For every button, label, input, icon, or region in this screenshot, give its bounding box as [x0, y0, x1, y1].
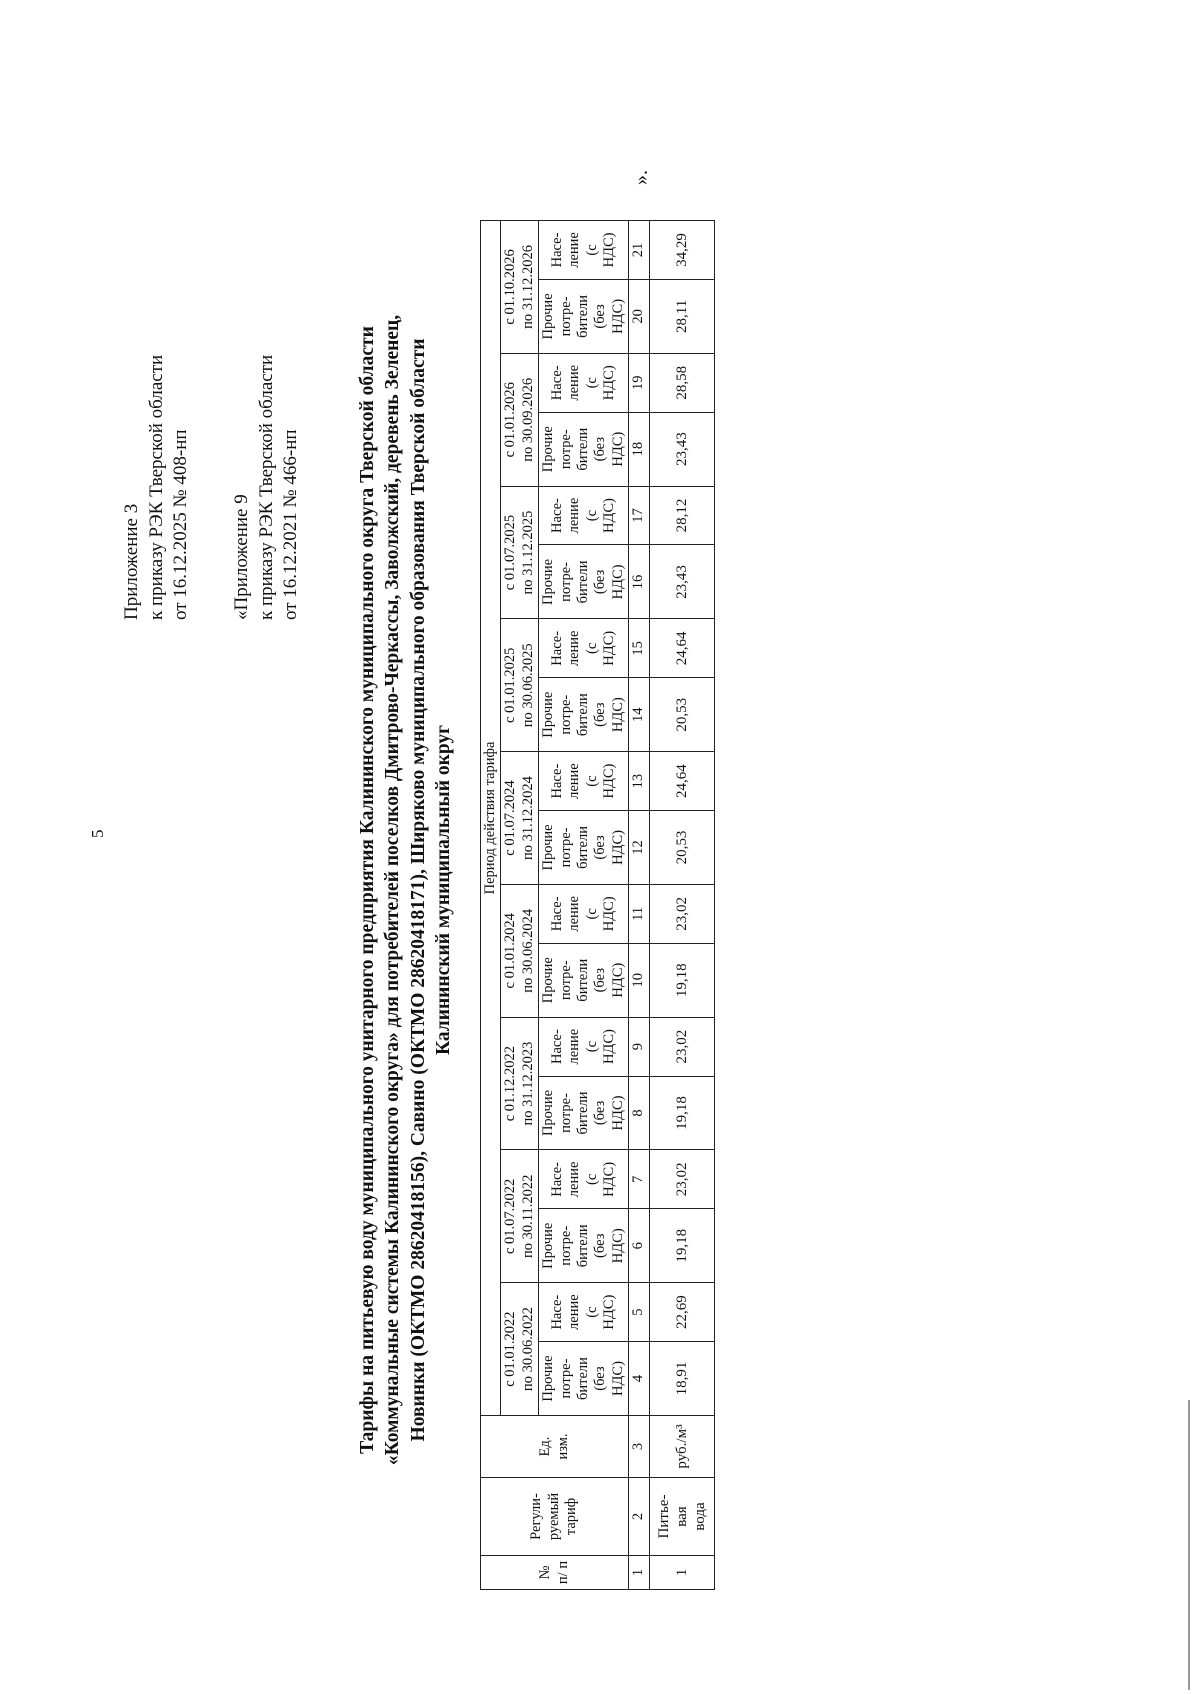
column-number: 21: [629, 221, 649, 280]
period-header: с 01.07.2022 по 30.11.2022: [501, 1150, 539, 1283]
column-number: 20: [629, 279, 649, 353]
tariff-value-cell: 28,58: [649, 353, 714, 412]
column-number: 7: [629, 1150, 649, 1209]
subheader-other-consumers: Прочие потре- бители (без НДС): [539, 810, 629, 884]
period-header: с 01.01.2024 по 30.06.2024: [501, 884, 539, 1017]
subheader-other-consumers: Прочие потре- бители (без НДС): [539, 943, 629, 1017]
tariff-value-cell: 24,64: [649, 752, 714, 811]
column-number: 17: [629, 486, 649, 545]
subheader-row: [539, 221, 629, 1590]
column-number: 12: [629, 810, 649, 884]
tariff-value-cell: 28,11: [649, 279, 714, 353]
column-number: 5: [629, 1283, 649, 1342]
period-row: [501, 221, 539, 1590]
annex-note-previous: [230, 355, 304, 620]
tariff-value-cell: 23,43: [649, 412, 714, 486]
tariff-table: [480, 220, 715, 1590]
tariff-value-cell: 18,91: [649, 1342, 714, 1416]
title-line: Тарифы на питьевую воду муниципального унитарного предприятия Калининского муниципального округа Тверской области: [357, 326, 378, 1454]
column-number: 10: [629, 943, 649, 1017]
row-unit: руб./м³: [649, 1416, 714, 1478]
page-number: 5: [88, 829, 107, 838]
table-row: [649, 221, 714, 1590]
closing-quote: ».: [630, 170, 652, 185]
tariff-value-cell: 23,02: [649, 1150, 714, 1209]
row-num: 1: [649, 1556, 714, 1590]
tariff-value-cell: 19,18: [649, 1076, 714, 1150]
annex-note-line: к приказу РЭК Тверской области: [255, 354, 277, 620]
subheader-other-consumers: Прочие потре- бители (без НДС): [539, 678, 629, 752]
document-title: [355, 110, 456, 1670]
subheader-other-consumers: Прочие потре- бители (без НДС): [539, 1076, 629, 1150]
period-header: с 01.01.2025 по 30.06.2025: [501, 619, 539, 752]
column-number: 3: [629, 1416, 649, 1478]
column-number: 9: [629, 1017, 649, 1076]
subheader-other-consumers: Прочие потре- бители (без НДС): [539, 545, 629, 619]
column-number: 6: [629, 1209, 649, 1283]
subheader-population: Насе- ление (с НДС): [539, 752, 629, 811]
column-number: 18: [629, 412, 649, 486]
subheader-population: Насе- ление (с НДС): [539, 884, 629, 943]
subheader-other-consumers: Прочие потре- бители (без НДС): [539, 1209, 629, 1283]
column-number: 4: [629, 1342, 649, 1416]
annex-note-line: к приказу РЭК Тверской области: [145, 354, 167, 620]
subheader-other-consumers: Прочие потре- бители (без НДС): [539, 1342, 629, 1416]
column-number: 19: [629, 353, 649, 412]
tariff-value-cell: 20,53: [649, 678, 714, 752]
column-number: 16: [629, 545, 649, 619]
title-line: Калининский муниципальный округ: [433, 724, 455, 1056]
annex-note-current: [120, 355, 194, 620]
subheader-other-consumers: Прочие потре- бители (без НДС): [539, 412, 629, 486]
header-unit: Ед. изм.: [481, 1416, 629, 1478]
subheader-population: Насе- ление (с НДС): [539, 353, 629, 412]
period-header: с 01.07.2025 по 31.12.2025: [501, 486, 539, 619]
row-tariff: Питье- вая вода: [649, 1478, 714, 1556]
title-line: «Коммунальные системы Калининского округа» для потребителей поселков Дмитрово-Черкассы, Заволжский, деревень Зеленец,: [382, 314, 404, 1466]
column-number: 14: [629, 678, 649, 752]
annex-note-line: от 16.12.2021 № 466-нп: [280, 429, 302, 620]
period-header: с 01.12.2022 по 31.12.2023: [501, 1017, 539, 1150]
column-number: 1: [629, 1556, 649, 1590]
subheader-other-consumers: Прочие потре- бители (без НДС): [539, 279, 629, 353]
header-num: № п/ п: [481, 1556, 629, 1590]
header-period: Период действия тарифа: [481, 221, 501, 1416]
column-number: 2: [629, 1478, 649, 1556]
annex-note-line: Приложение 3: [121, 503, 142, 620]
tariff-value-cell: 23,02: [649, 1017, 714, 1076]
tariff-value-cell: 23,02: [649, 884, 714, 943]
tariff-value-cell: 22,69: [649, 1283, 714, 1342]
annex-note-line: от 16.12.2025 № 408-нп: [170, 429, 192, 620]
tariff-value-cell: 23,43: [649, 545, 714, 619]
column-number: 13: [629, 752, 649, 811]
title-line: Новинки (ОКТМО 28620418156), Савино (ОКТМО 28620418171), Ширяково муниципального образования Тверской области: [407, 338, 429, 1442]
period-header: с 01.07.2024 по 31.12.2024: [501, 752, 539, 885]
period-header: с 01.01.2026 по 30.09.2026: [501, 353, 539, 486]
tariff-value-cell: 28,12: [649, 486, 714, 545]
header-tariff: Регули- руемый тариф: [481, 1478, 629, 1556]
subheader-population: Насе- ление (с НДС): [539, 221, 629, 280]
annex-note-line: «Приложение 9: [231, 494, 252, 620]
tariff-value-cell: 19,18: [649, 943, 714, 1017]
tariff-value-cell: 19,18: [649, 1209, 714, 1283]
scan-edge-line: [1188, 1400, 1190, 1690]
subheader-population: Насе- ление (с НДС): [539, 1017, 629, 1076]
subheader-population: Насе- ление (с НДС): [539, 486, 629, 545]
annex-notes: [110, 110, 320, 1670]
column-number: 15: [629, 619, 649, 678]
column-number: 11: [629, 884, 649, 943]
subheader-population: Насе- ление (с НДС): [539, 1283, 629, 1342]
tariff-value-cell: 34,29: [649, 221, 714, 280]
column-number: 8: [629, 1076, 649, 1150]
subheader-population: Насе- ление (с НДС): [539, 1150, 629, 1209]
subheader-population: Насе- ление (с НДС): [539, 619, 629, 678]
period-header: с 01.01.2022 по 30.06.2022: [501, 1283, 539, 1416]
period-header: с 01.10.2026 по 31.12.2026: [501, 221, 539, 354]
tariff-value-cell: 24,64: [649, 619, 714, 678]
tariff-value-cell: 20,53: [649, 810, 714, 884]
column-number-row: [629, 221, 649, 1590]
rotated-page-content: [110, 110, 1140, 1670]
